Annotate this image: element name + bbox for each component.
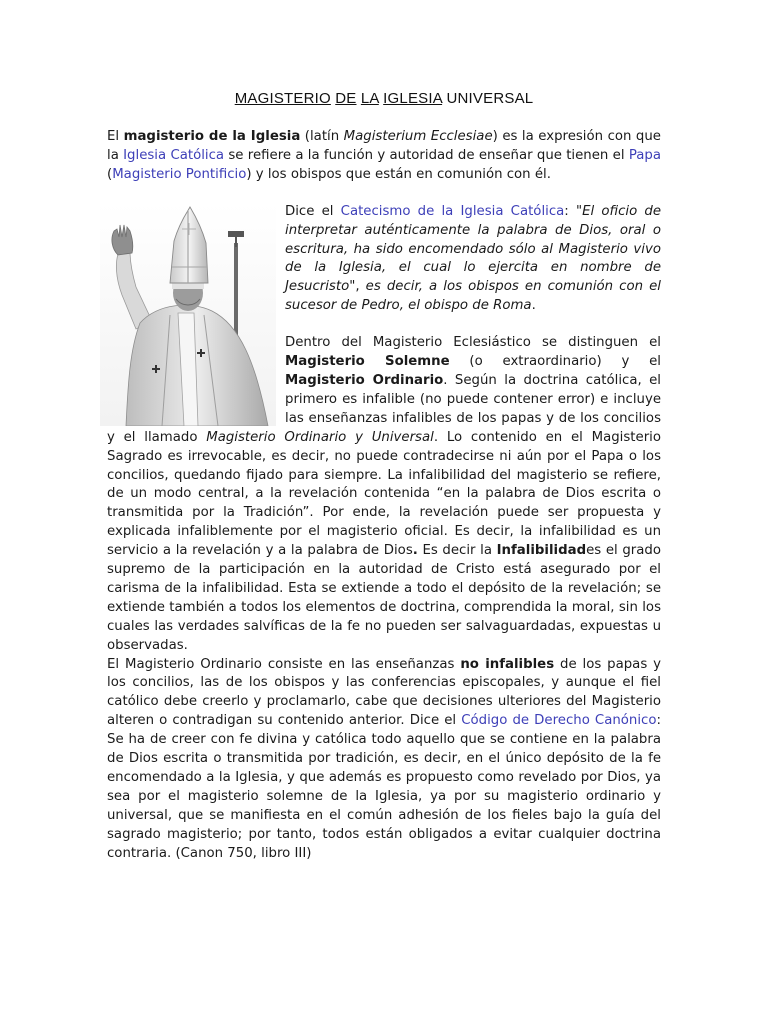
text-run: : Se ha de creer con fe divina y católica todo aquello que se contiene en la palabra de Dios escrita o transmitida por tradición, es decir, en el único depósito de la fe encomendado a la Iglesia, y que además es propuesto como revelado por Dios, ya sea por el magisterio solemne de la Iglesia, ya por su magisterio ordinario y universal, que se manifiesta en el común adhesión de los fieles bajo la guía del sagrado magisterio; por tanto, todos están obligados a evitar cualquier doctrina contraria. (Canon 750, libro III): [107, 713, 661, 861]
bold-term: Magisterio Ordinario: [285, 372, 444, 388]
text-run: Dentro del Magisterio Eclesiástico se distinguen el: [285, 335, 661, 351]
text-run: .: [531, 298, 536, 314]
title-word: UNIVERSAL: [446, 90, 534, 107]
intro-paragraph: [107, 128, 661, 185]
page-title: [0, 90, 768, 107]
italic-term: Magisterium Ecclesiae: [343, 129, 493, 144]
italic-term: Magisterio Ordinario y Universal: [206, 429, 434, 445]
bold-term: no infalibles: [460, 656, 555, 672]
link-codigo-derecho-canonico[interactable]: Código de Derecho Canónico: [461, 713, 657, 729]
text-run: ",: [349, 279, 366, 295]
link-magisterio-pontificio[interactable]: Magisterio Pontificio: [112, 166, 247, 182]
bold-term: magisterio de la Iglesia: [123, 129, 301, 144]
text-run: . Según la doctrina católica, el primero es infalible (no puede contener error) e incluye las enseñanzas infalibles de los papas y de los concilios y el llamado: [107, 372, 661, 445]
bold-term: Magisterio Solemne: [285, 354, 450, 370]
link-catecismo[interactable]: Catecismo de la Iglesia Católica: [340, 203, 565, 219]
link-iglesia-catolica[interactable]: Iglesia Católica: [123, 147, 225, 163]
text-run: de los papas y los concilios, las de los obispos y las conferencias episcopales, y aunque el fiel católico debe creerlo y proclamarlo, cabe que decisiones ulteriores del Magisterio alteren o contradigan su contenido anterior. Dice el: [107, 656, 662, 729]
bold-term: .: [412, 543, 418, 559]
text-run: ) es la expresión con que la: [107, 129, 661, 163]
text-run: (latín: [300, 129, 344, 144]
link-papa[interactable]: Papa: [628, 147, 661, 163]
text-run: es el grado supremo de la participación en la autoridad de Cristo está asegurado por el carisma de la infalibilidad. Esta se extiende a todo el depósito de la revelación; se extiende también a todos los elementos de doctrina, comprendida la moral, sin los cuales las verdades salvíficas de la fe no pueden ser salvaguardadas, expuestas u observadas.: [107, 543, 661, 653]
text-run: Es decir la: [417, 543, 497, 559]
pope-photo-image: [100, 203, 276, 426]
document-body: [107, 128, 661, 864]
italic-quote: El oficio de interpretar auténticamente la palabra de Dios, oral o escritura, ha sido encomendado sólo al Magisterio vivo de la Iglesia, el cual lo ejercita en nombre de Jesucristo: [285, 203, 662, 295]
text-run: ) y los obispos que están en comunión con él.: [246, 166, 551, 182]
bold-term: Infalibilidad: [496, 543, 587, 559]
pope-photo: [100, 203, 276, 426]
ordinario-paragraph: [107, 656, 661, 864]
text-run: se refiere a la función y autoridad de enseñar que tienen el: [224, 147, 629, 163]
text-run: . Lo contenido en el Magisterio Sagrado es irrevocable, es decir, no puede contradecirse ni aún por el Papa o los concilios, quedando fijado para siempre. La infalibilidad del magisterio se refiere, de un modo central, a la revelación contenida “en la palabra de Dios escrita o transmitida por la Tradición”. Por ende, la revelación puede ser propuesta y explicada infaliblemente por el magisterio oficial. Es decir, la infalibilidad es un servicio a la revelación y a la palabra de Dios: [107, 429, 661, 559]
title-word: MAGISTERIO: [234, 90, 331, 107]
text-run: El Magisterio Ordinario consiste en las enseñanzas: [107, 656, 461, 672]
title-word: LA: [360, 90, 379, 107]
text-run: (: [107, 166, 113, 182]
title-word: DE: [335, 90, 357, 107]
italic-quote: es decir, a los obispos en comunión con el sucesor de Pedro, el obispo de Roma: [285, 279, 661, 314]
text-run: Dice el: [285, 203, 341, 219]
text-run: El: [107, 129, 124, 144]
title-word: IGLESIA: [383, 90, 443, 107]
text-run: : ": [564, 203, 583, 219]
text-run: (o extraordinario) y el: [449, 354, 661, 370]
